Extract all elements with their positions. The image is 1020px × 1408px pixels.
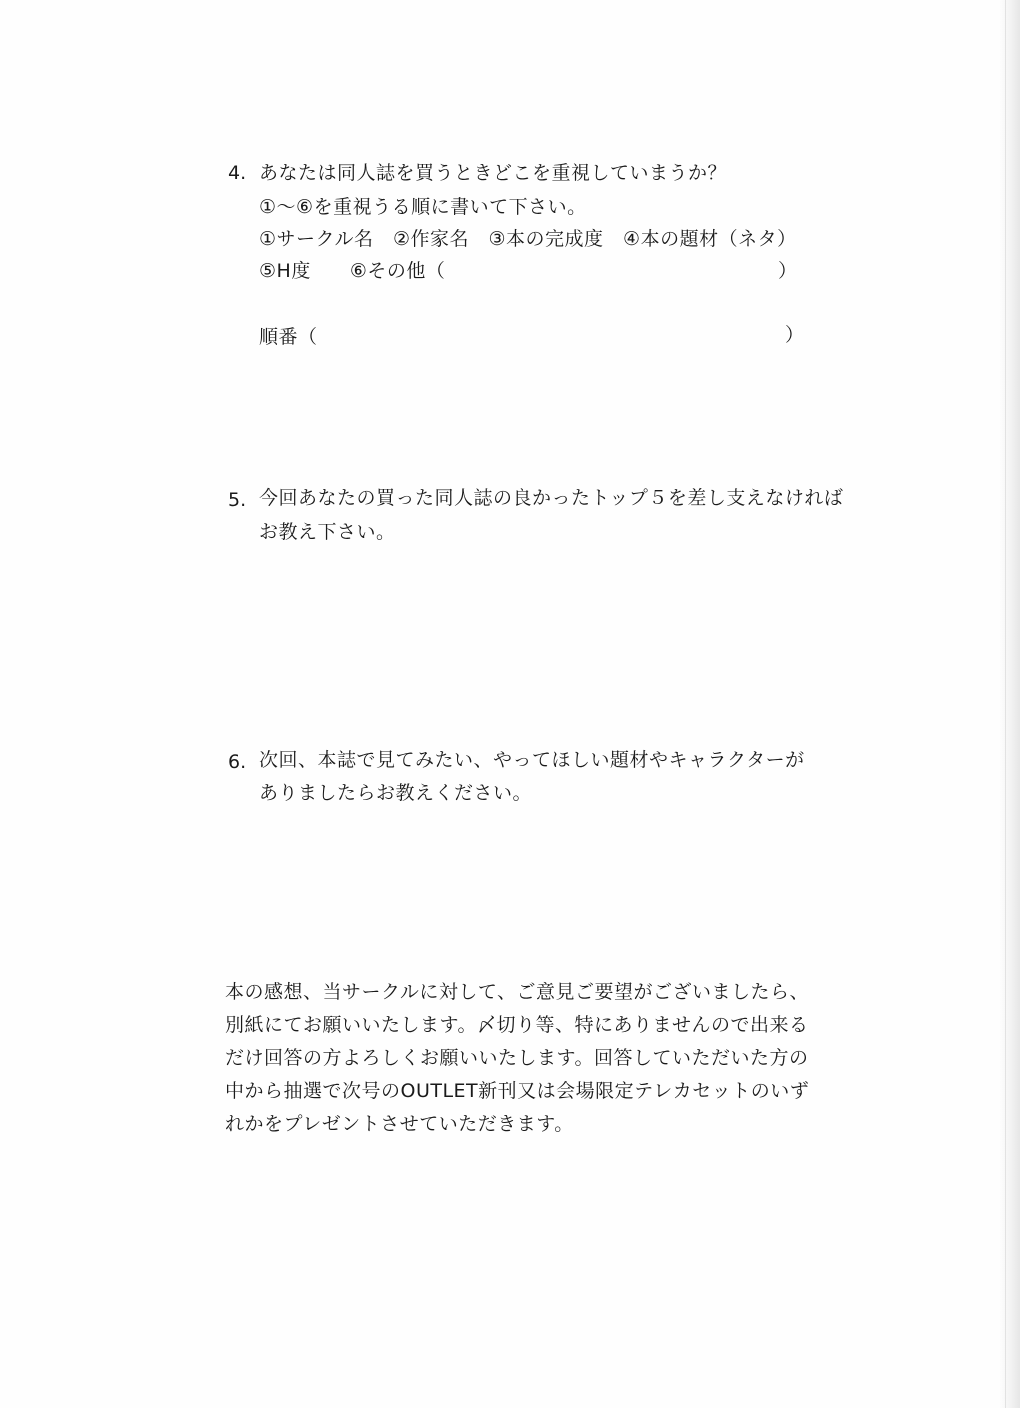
q4-options-line1: ①サークル名 ②作家名 ③本の完成度 ④本の題材（ネタ）	[259, 228, 797, 250]
q4-order-label: 順番（	[259, 326, 318, 348]
q5-line2: お教え下さい。	[259, 521, 396, 543]
q4-question: あなたは同人誌を買うときどこを重視していまうか？	[259, 162, 728, 184]
page-edge-line	[1005, 0, 1006, 1408]
closing-line: だけ回答の方よろしくお願いいたします。回答していただいた方の	[225, 1047, 809, 1069]
q6-line2: ありましたらお教えください。	[259, 782, 533, 804]
closing-line: 本の感想、当サークルに対して、ご意見ご要望がございましたら、	[225, 981, 810, 1003]
q5-number: 5.	[228, 489, 247, 511]
closing-paragraph	[225, 976, 825, 1141]
closing-line: 中から抽選で次号のOUTLET新刊又は会場限定テレカセットのいず	[225, 1080, 810, 1102]
closing-line: れかをプレゼントさせていただきます。	[225, 1113, 574, 1135]
q4-options-line2: ⑤H度 ⑥その他（	[259, 260, 446, 282]
q5-line1: 今回あなたの買った同人誌の良かったトップ５を差し支えなければ	[259, 487, 844, 509]
q4-number: 4.	[228, 162, 247, 184]
closing-line: 別紙にてお願いいたします。〆切り等、特にありませんので出来る	[225, 1014, 809, 1036]
page-edge-shadow	[998, 0, 1020, 1408]
q4-instruction: ①～⑥を重視うる順に書いて下さい。	[259, 196, 587, 218]
q4-other-close-paren: ）	[778, 260, 798, 282]
q6-number: 6.	[228, 751, 247, 773]
q6-line1: 次回、本誌で見てみたい、やってほしい題材やキャラクターが	[259, 749, 805, 771]
q4-order-close-paren: ）	[785, 324, 805, 346]
